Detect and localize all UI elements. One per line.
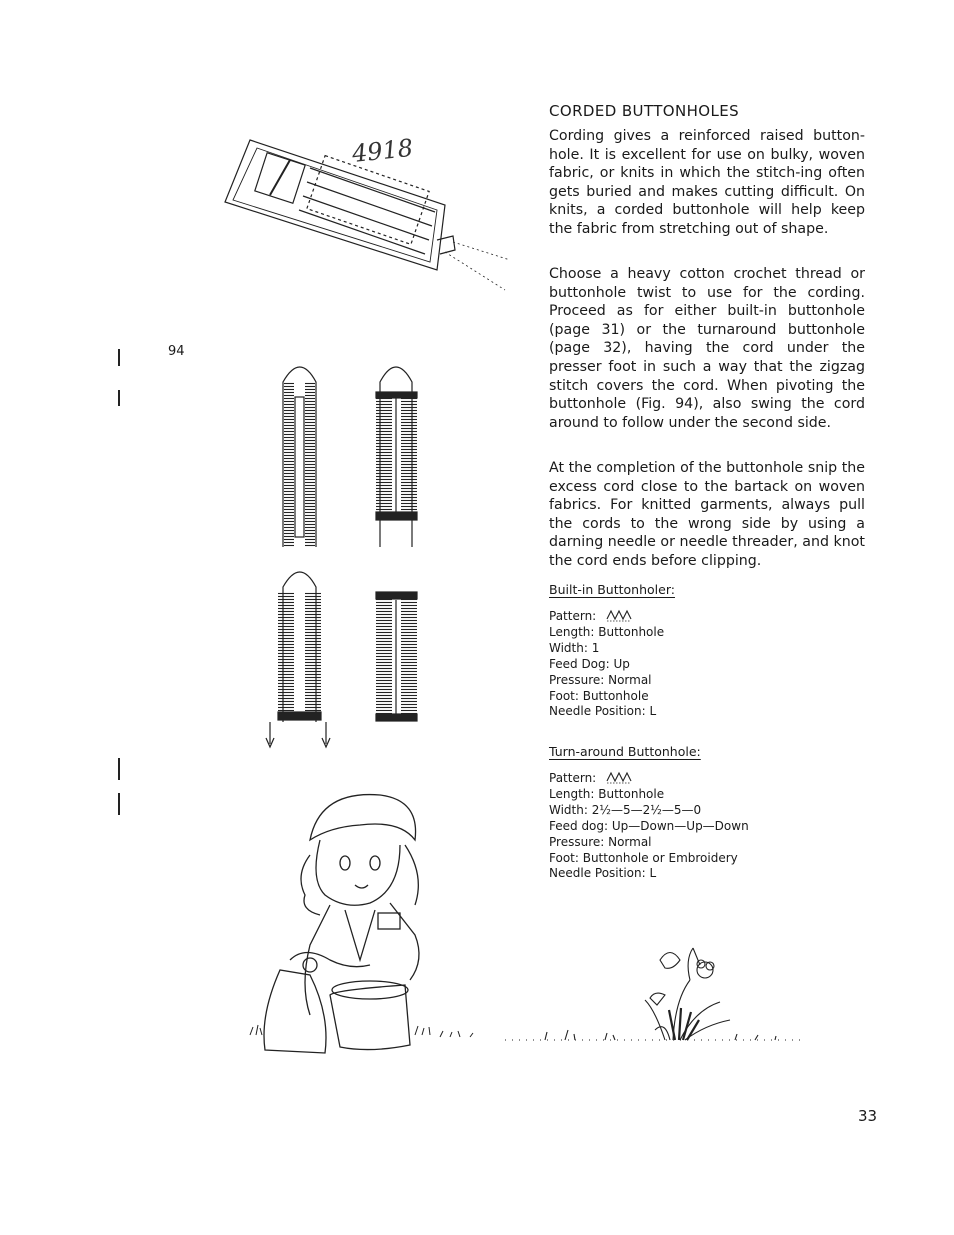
- turn-around-length-row: Length: Buttonhole: [549, 786, 665, 801]
- buttonhole-foot-illustration: [215, 130, 515, 295]
- margin-mark: [118, 758, 120, 780]
- built-in-settings: [549, 609, 664, 720]
- margin-mark: [118, 349, 120, 366]
- built-in-pattern-row: [549, 609, 664, 625]
- page-heading: CORDED BUTTONHOLES: [549, 102, 740, 120]
- turn-around-pressure-row: Pressure: Normal: [549, 834, 652, 849]
- built-in-title: Built-in Buttonholer:: [549, 582, 675, 597]
- zigzag-pattern-icon: [606, 609, 632, 621]
- built-in-foot-row: Foot: Buttonhole: [549, 688, 649, 703]
- turn-around-settings: [549, 771, 749, 882]
- built-in-needle-row: Needle Position: L: [549, 704, 657, 719]
- paragraph-intro: Cording gives a reinforced raised button-hole. It is excellent for use on bulky, woven fabric, or knits in which the stitch-ing often gets buried and makes cutting difficult. On knits, a corded buttonhole will help keep the fabric from stretching out of shape.: [549, 128, 865, 237]
- figure-number: 94: [168, 344, 185, 359]
- paragraph-finishing: At the completion of the buttonhole snip the excess cord close to the bartack on woven fabrics. For knitted garments, always pull the cords to the wrong side by using a darning needle or needle threader, and knot the cord ends before clipping.: [549, 460, 865, 569]
- girl-sewing-illustration: [250, 785, 490, 1060]
- built-in-length-row: Length: Buttonhole: [549, 624, 665, 639]
- turn-around-needle-row: Needle Position: L: [549, 866, 657, 881]
- flower-grass-illustration: [505, 940, 815, 1055]
- turn-around-title: Turn-around Buttonhole:: [549, 744, 701, 759]
- turn-around-width-row: Width: 2½—5—2½—5—0: [549, 802, 702, 817]
- built-in-width-row: Width: 1: [549, 640, 600, 655]
- pattern-label: Pattern:: [549, 609, 603, 623]
- turn-around-foot-row: Foot: Buttonhole or Embroidery: [549, 850, 738, 865]
- margin-mark: [118, 390, 120, 406]
- turn-around-feed-row: Feed dog: Up—Down—Up—Down: [549, 818, 749, 833]
- corded-buttonhole-steps-illustration: [258, 352, 438, 752]
- margin-mark: [118, 793, 120, 815]
- built-in-feed-row: Feed Dog: Up: [549, 656, 630, 671]
- paragraph-procedure: Choose a heavy cotton crochet thread or buttonhole twist to use for the cording. Proceed as for either built-in buttonhole (page 31) or the turnaround buttonhole (page 32), having the cord under the presser foot in such a way that the zigzag stitch covers the cord. When pivoting the buttonhole (Fig. 94), also swing the cord around to follow under the second side.: [549, 266, 865, 431]
- built-in-pressure-row: Pressure: Normal: [549, 672, 652, 687]
- pattern-label: Pattern:: [549, 771, 603, 785]
- zigzag-pattern-icon: [606, 771, 632, 783]
- svg-text:4918: 4918: [350, 133, 415, 169]
- page-number: 33: [858, 1107, 878, 1125]
- turn-around-pattern-row: [549, 771, 749, 787]
